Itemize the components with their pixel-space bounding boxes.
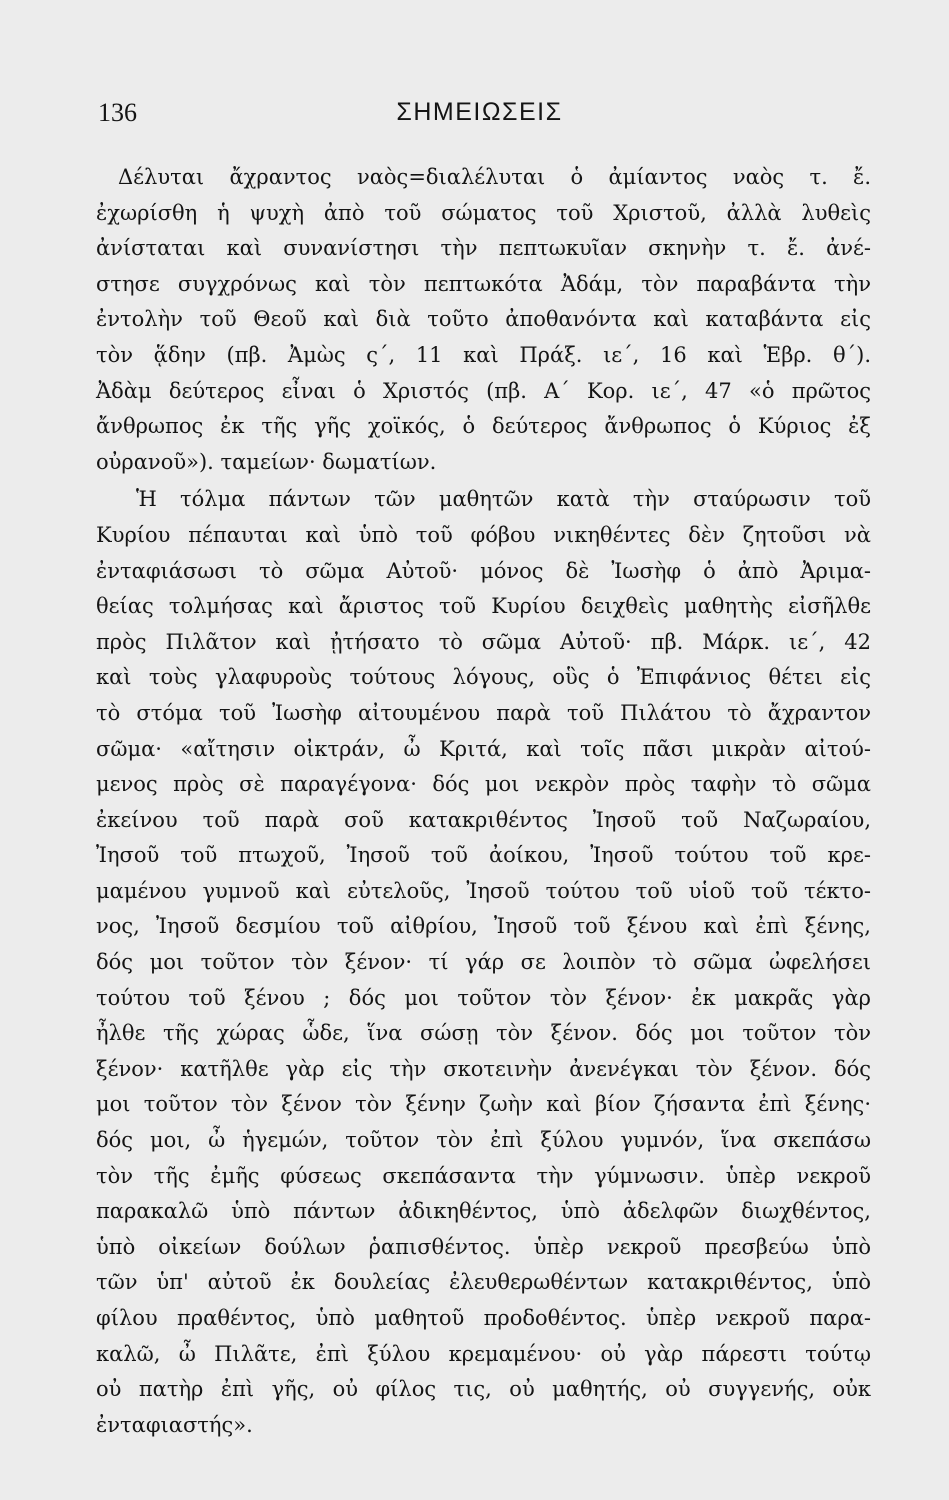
text-line: οὐρανοῦ»). ταμείων· δωματίων. xyxy=(96,449,437,474)
text-line: δός μοι τοῦτον τὸν ξένον· τί γάρ σε λοιπὸν τὸ σῶμα ὠφελήσει xyxy=(96,950,871,975)
text-line: τούτου τοῦ ξένου ; δός μοι τοῦτον τὸν ξένον· ἐκ μακρᾶς γὰρ xyxy=(96,985,871,1010)
note-paragraph-2 xyxy=(96,482,871,1443)
text-line: πρὸς Πιλᾶτον καὶ ᾐτήσατο τὸ σῶμα Αὐτοῦ· πβ. Μάρκ. ιε΄, 42 xyxy=(96,629,871,654)
text-line: ἐκείνου τοῦ παρὰ σοῦ κατακριθέντος Ἰησοῦ τοῦ Ναζωραίου, xyxy=(96,807,871,832)
text-line: σῶμα· «αἴτησιν οἰκτράν, ὦ Κριτά, καὶ τοῖς πᾶσι μικρὰν αἰτού- xyxy=(96,736,871,761)
text-line: ἄνθρωπος ἐκ τῆς γῆς χοϊκός, ὁ δεύτερος ἄνθρωπος ὁ Κύριος ἐξ xyxy=(96,414,871,439)
text-line: Ἀδὰμ δεύτερος εἶναι ὁ Χριστός (πβ. Α΄ Κορ. ιε΄, 47 «ὁ πρῶτος xyxy=(96,378,871,403)
text-line: ἐχωρίσθη ἡ ψυχὴ ἀπὸ τοῦ σώματος τοῦ Χριστοῦ, ἀλλὰ λυθεὶς xyxy=(96,200,871,225)
notes-body xyxy=(96,160,871,1443)
text-line: ξένον· κατῆλθε γὰρ εἰς τὴν σκοτεινὴν ἀνενέγκαι τὸν ξένον. δός xyxy=(96,1056,871,1081)
text-line: καλῶ, ὦ Πιλᾶτε, ἐπὶ ξύλου κρεμαμένου· οὐ γὰρ πάρεστι τούτῳ xyxy=(96,1341,871,1366)
text-line: δός μοι, ὦ ἡγεμών, τοῦτον τὸν ἐπὶ ξύλου γυμνόν, ἵνα σκεπάσω xyxy=(96,1128,871,1153)
page-header xyxy=(98,98,861,134)
text-line: νος, Ἰησοῦ δεσμίου τοῦ αἰθρίου, Ἰησοῦ τοῦ ξένου καὶ ἐπὶ ξένης, xyxy=(96,914,871,939)
text-line: Κυρίου πέπαυται καὶ ὑπὸ τοῦ φόβου νικηθέντες δὲν ζητοῦσι νὰ xyxy=(96,522,871,547)
text-line: μαμένου γυμνοῦ καὶ εὐτελοῦς, Ἰησοῦ τούτου τοῦ υἱοῦ τοῦ τέκτο- xyxy=(96,878,871,903)
text-line: Ἡ τόλμα πάντων τῶν μαθητῶν κατὰ τὴν σταύρωσιν τοῦ xyxy=(136,487,871,512)
text-line: ἐντολὴν τοῦ Θεοῦ καὶ διὰ τοῦτο ἀποθανόντα καὶ καταβάντα εἰς xyxy=(96,307,871,332)
text-line: τὸ στόμα τοῦ Ἰωσὴφ αἰτουμένου παρὰ τοῦ Πιλάτου τὸ ἄχραντον xyxy=(96,700,871,725)
text-line: Δέλυται ἄχραντος ναὸς=διαλέλυται ὁ ἀμίαντος ναὸς τ. ἔ. xyxy=(118,165,871,189)
text-line: Ἰησοῦ τοῦ πτωχοῦ, Ἰησοῦ τοῦ ἀοίκου, Ἰησοῦ τούτου τοῦ κρε- xyxy=(96,843,871,868)
text-line: στησε συγχρόνως καὶ τὸν πεπτωκότα Ἀδάμ, τὸν παραβάντα τὴν xyxy=(96,271,871,296)
text-line: τὸν ᾅδην (πβ. Ἀμὼς ς΄, 11 καὶ Πράξ. ιε΄, 16 καὶ Ἑβρ. θ΄). xyxy=(96,342,871,367)
text-line: ἦλθε τῆς χώρας ὧδε, ἵνα σώσῃ τὸν ξένον. δός μοι τοῦτον τὸν xyxy=(96,1021,871,1046)
text-line: καὶ τοὺς γλαφυροὺς τούτους λόγους, οὓς ὁ Ἐπιφάνιος θέτει εἰς xyxy=(96,665,871,690)
text-line: ἀνίσταται καὶ συνανίστησι τὴν πεπτωκυῖαν σκηνὴν τ. ἔ. ἀνέ- xyxy=(96,236,871,261)
text-line: τῶν ὑπ' αὐτοῦ ἐκ δουλείας ἐλευθερωθέντων κατακριθέντος, ὑπὸ xyxy=(96,1270,871,1295)
text-line: παρακαλῶ ὑπὸ πάντων ἀδικηθέντος, ὑπὸ ἀδελφῶν διωχθέντος, xyxy=(96,1199,871,1224)
text-line: τὸν τῆς ἐμῆς φύσεως σκεπάσαντα τὴν γύμνωσιν. ὑπὲρ νεκροῦ xyxy=(96,1163,871,1188)
text-line: θείας τολμήσας καὶ ἄριστος τοῦ Κυρίου δειχθεὶς μαθητὴς εἰσῆλθε xyxy=(96,594,871,619)
text-line: μοι τοῦτον τὸν ξένον τὸν ξένην ζωὴν καὶ βίον ζήσαντα ἐπὶ ξένης· xyxy=(96,1092,871,1117)
page-number: 136 xyxy=(98,98,137,127)
text-line: φίλου πραθέντος, ὑπὸ μαθητοῦ προδοθέντος. ὑπὲρ νεκροῦ παρα- xyxy=(96,1306,871,1330)
note-paragraph-1 xyxy=(96,160,871,480)
text-line: ὑπὸ οἰκείων δούλων ῥαπισθέντος. ὑπὲρ νεκροῦ πρεσβεύω ὑπὸ xyxy=(96,1234,871,1259)
text-line: ἐνταφιαστής». xyxy=(96,1412,253,1437)
text-line: μενος πρὸς σὲ παραγέγονα· δός μοι νεκρὸν πρὸς ταφὴν τὸ σῶμα xyxy=(96,772,871,797)
text-line: οὐ πατὴρ ἐπὶ γῆς, οὐ φίλος τις, οὐ μαθητής, οὐ συγγενής, οὐκ xyxy=(96,1377,871,1402)
text-line: ἐνταφιάσωσι τὸ σῶμα Αὐτοῦ· μόνος δὲ Ἰωσὴφ ὁ ἀπὸ Ἀριμα- xyxy=(96,558,871,583)
running-title: ΣΗΜΕΙΩΣΕΙΣ xyxy=(396,98,563,126)
